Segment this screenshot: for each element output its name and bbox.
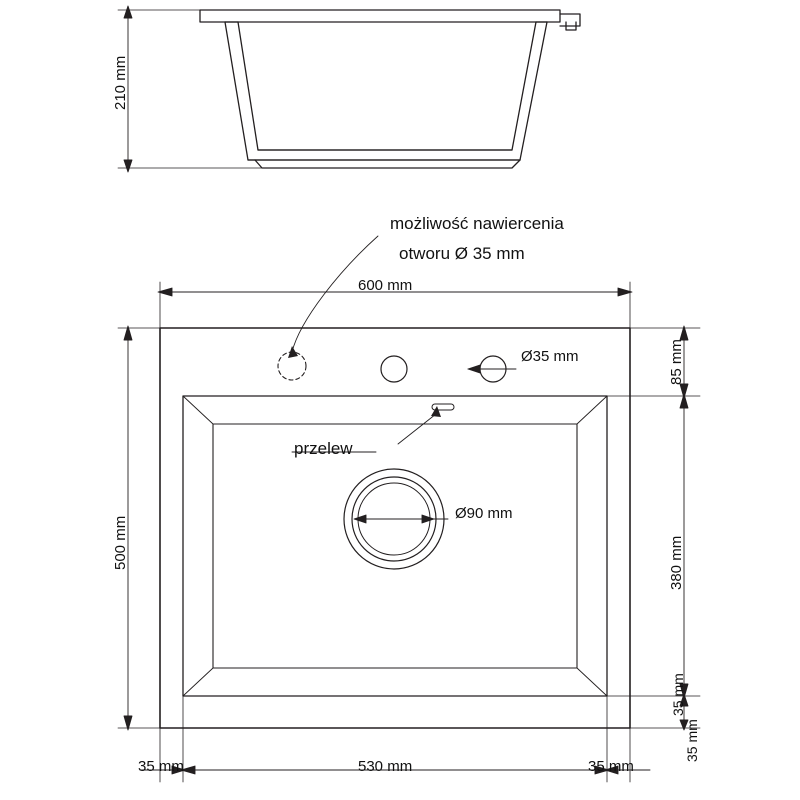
profile-view xyxy=(200,10,580,168)
dim-d90 xyxy=(354,515,448,523)
dim-label-600: 600 mm xyxy=(358,277,413,294)
dim-label-35-right: 35 mm xyxy=(588,758,634,775)
label-overflow: przelew xyxy=(294,439,353,458)
extension-lines xyxy=(118,282,700,782)
tap-hole-center xyxy=(381,356,407,382)
dim-label-210: 210 mm xyxy=(112,55,129,110)
bowl-outer xyxy=(183,396,607,696)
dim-label-85: 85 mm xyxy=(668,339,685,385)
dim-label-35-right-lower: 35 mm xyxy=(670,673,686,716)
note-drill-line1: możliwość nawiercenia xyxy=(390,214,564,233)
dim-label-35-right-bottom: 35 mm xyxy=(684,719,700,762)
note-drill-line2: otworu Ø 35 mm xyxy=(399,244,525,263)
dim-label-35-left: 35 mm xyxy=(138,758,184,775)
dim-label-530: 530 mm xyxy=(358,758,413,775)
dim-label-d35: Ø35 mm xyxy=(521,348,579,365)
dim-label-500: 500 mm xyxy=(112,515,129,570)
dim-label-d90: Ø90 mm xyxy=(455,505,513,522)
dim-label-380: 380 mm xyxy=(668,535,685,590)
bowl-inner xyxy=(213,424,577,668)
dim-d35-leader xyxy=(468,365,516,373)
